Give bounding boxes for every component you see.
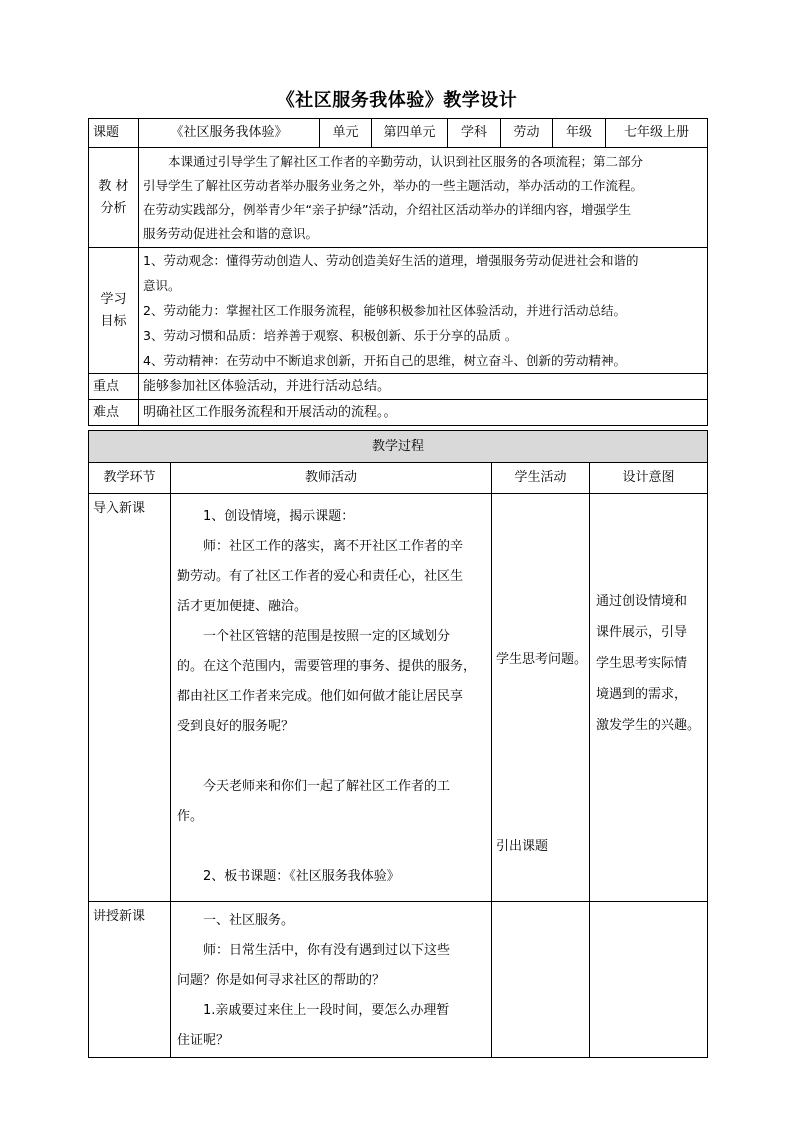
- table-row: [89, 494, 708, 902]
- key-point-label: 重点: [89, 374, 139, 400]
- lesson-info-table: [88, 118, 708, 426]
- page-title: 《社区服务我体验》教学设计: [276, 90, 518, 111]
- student-activity-cell: [492, 902, 590, 1058]
- teacher-activity-cell: 1、创设情境，揭示课题： 师：社区工作的落实，离不开社区工作者的辛 勤劳动。有了社区工作者的爱心和责任心，社区生 活才更加便捷、融洽。 一个社区管辖的范围是按照一定的区域划分 的。在这个范围内，需要管理的事务、提供的服务， 都由社区工作者来完成。他们如何做才能让居民享 受到良好的服务呢？ 今天老师来和你们一起了解社区工作者的工 作。 2、板书课题：《社区服务我体验》: [171, 494, 492, 902]
- course-value: 《社区服务我体验》: [139, 119, 320, 148]
- column-header-student: 学生活动: [492, 463, 590, 494]
- table-row: [89, 902, 708, 1058]
- analysis-label: 教 材 分析: [89, 148, 139, 248]
- difficulty-label: 难点: [89, 400, 139, 426]
- student-activity-cell: 学生思考问题。 引出课题: [492, 494, 590, 902]
- design-intent-cell: 通过创设情境和 课件展示，引导 学生思考实际情 境遇到的需求， 激发学生的兴趣。: [590, 494, 708, 902]
- grade-value: 七年级上册: [606, 119, 708, 148]
- teacher-activity-cell: 一、社区服务。 师：日常生活中，你有没有遇到过以下这些 问题？你是如何寻求社区的帮助的？ 1.亲戚要过来住上一段时间，要怎么办理暂 住证呢？: [171, 902, 492, 1058]
- teaching-process-table: [88, 430, 708, 1058]
- course-label: 课题: [89, 119, 139, 148]
- column-header-stage: 教学环节: [89, 463, 171, 494]
- analysis-text: 本课通过引导学生了解社区工作者的辛勤劳动，认识到社区服务的各项流程；第二部分 引导学生了解社区劳动者举办服务业务之外，举办的一些主题活动，举办活动的工作流程。 在劳动实践部分，例举青少年“亲子护绿”活动，介绍社区活动举办的详细内容，增强学生 服务劳动促进社会和谐的意识。: [139, 148, 708, 248]
- key-point-text: 能够参加社区体验活动，并进行活动总结。: [139, 374, 708, 400]
- column-header-teacher: 教师活动: [171, 463, 492, 494]
- unit-value: 第四单元: [372, 119, 448, 148]
- stage-cell: 讲授新课: [89, 902, 171, 1058]
- subject-label: 学科: [448, 119, 501, 148]
- grade-label: 年级: [553, 119, 606, 148]
- difficulty-text: 明确社区工作服务流程和开展活动的流程。。: [139, 400, 708, 426]
- design-intent-cell: [590, 902, 708, 1058]
- process-heading: 教学过程: [89, 431, 708, 463]
- column-header-intent: 设计意图: [590, 463, 708, 494]
- goals-text: 1、劳动观念：懂得劳动创造人、劳动创造美好生活的道理，增强服务劳动促进社会和谐的 意识。 2、劳动能力：掌握社区工作服务流程，能够积极参加社区体验活动，并进行活动总结。 3、劳动习惯和品质：培养善于观察、积极创新、乐于分享的品质 。 4、劳动精神：在劳动中不断追求创新，开拓自己的思维，树立奋斗、创新的劳动精神。: [139, 248, 708, 374]
- stage-cell: 导入新课: [89, 494, 171, 902]
- unit-label: 单元: [320, 119, 372, 148]
- subject-value: 劳动: [501, 119, 553, 148]
- goals-label: 学习 目标: [89, 248, 139, 374]
